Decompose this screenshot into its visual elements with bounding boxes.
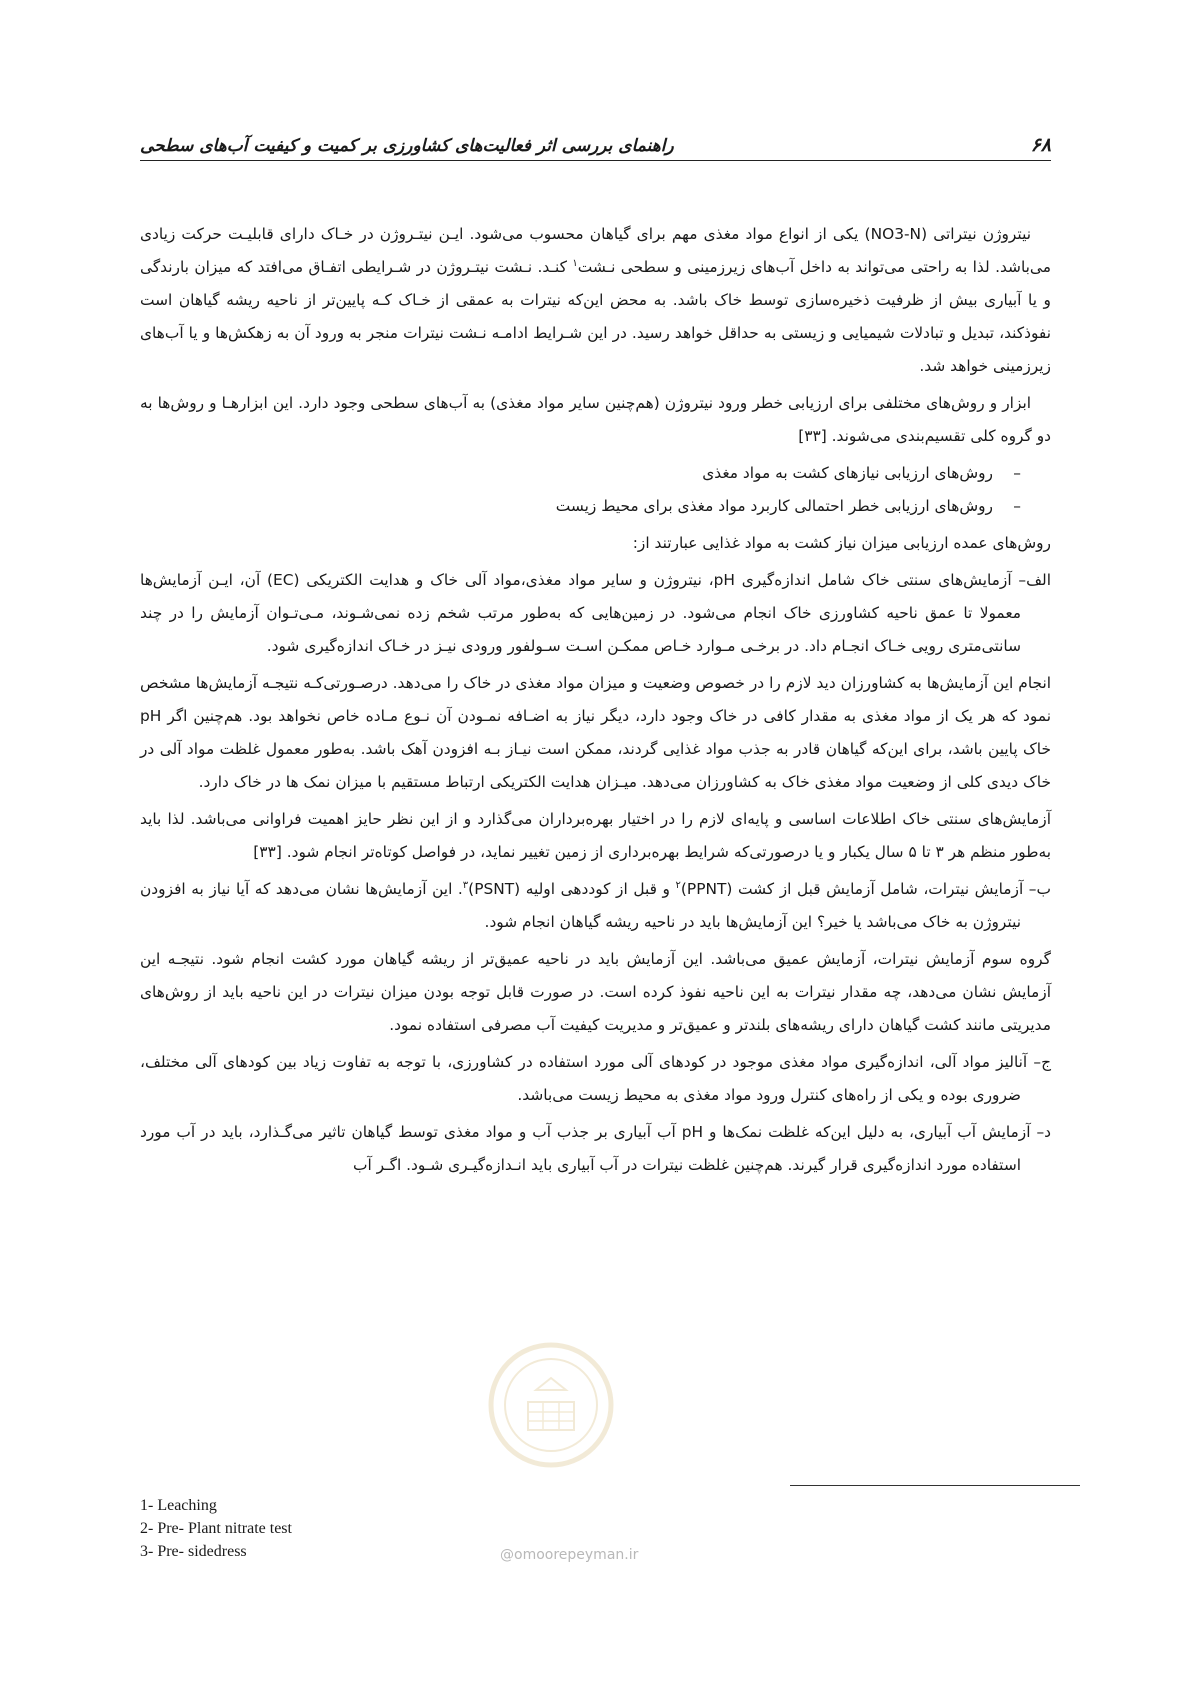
paragraph-main-methods: روش‌های عمده ارزیابی میزان نیاز کشت به مواد غذایی عبارتند از:: [632, 534, 1051, 552]
paragraph-test-benefits: انجام این آزمایش‌ها به کشاورزان دید لازم را در خصوص وضعیت و میزان مواد مغذی در خاک را می‌دهد. درصـورتی‌کـه نتیجـه آزمایش‌ها مشخص نمود که هر یک از مواد مغذی به مقدار کافی در خاک وجود دارد، دیگر نیاز به اضـافه نمـودن آن نـوع مـاده خاص نخواهد بود. هم‌چنین اگر pH خاک پایین باشد، برای این‌که گیاهان قادر به جذب مواد غذایی گردند، ممکن است نیـاز بـه افزودن آهک باشد. به‌طور معمول غلظت مواد آلی در خاک دیدی کلی از وضعیت مواد مغذی خاک به کشاورزان می‌دهد. میـزان هدایت الکتریکی ارتباط مستقیم با میزان نمک ها در خاک دارد.: [140, 674, 1051, 791]
at-icon: @: [500, 1547, 514, 1563]
list-item: – روش‌های ارزیابی نیازهای کشت به مواد مغذی: [140, 457, 1021, 490]
footnotes: [140, 1494, 292, 1563]
methods-list: [140, 457, 1051, 523]
paragraph-deep-test: گروه سوم آزمایش نیترات، آزمایش عمیق می‌باشد. این آزمایش باید در ناحیه عمیق‌تر از ریشه گیاهان مورد کشت انجام شود. نتیجـه این آزمایش نشان می‌دهد، چه مقدار نیترات به این ناحیه نفوذ کرده است. در صورت قابل توجه بودن میزان نیترات در این ناحیه باید از روش‌های مدیریتی مانند کشت گیاهان دارای ریشه‌های بلندتر و عمیق‌تر و مدیریت کیفیت آب مصرفی استفاده نمود.: [140, 950, 1051, 1034]
paragraph-item-jim: ج– آنالیز مواد آلی، اندازه‌گیری مواد مغذی موجود در کودهای آلی مورد استفاده در کشاورزی، با توجه به تفاوت زیاد بین کودهای آلی مختلف، ضروری بوده و یکی از راه‌های کنترل ورود مواد مغذی به محیط زیست می‌باشد.: [140, 1053, 1051, 1104]
page-header: [140, 126, 1051, 156]
paragraph-item-alef: الف– آزمایش‌های سنتی خاک شامل اندازه‌گیری pH، نیتروژن و سایر مواد مغذی،مواد آلی خاک و هدایت الکتریکی (EC) آن، ایـن آزمایش‌ها معمولا تا عمق ناحیه کشاورزی خاک انجام می‌شود. در زمین‌هایی که به‌طور مرتب شخم زده نمی‌شـوند، مـی‌تـوان آزمایش را در چند سانتی‌متری رویی خـاک انجـام داد. در برخـی مـوارد خـاص ممکـن اسـت سـولفور ورودی نیـز در خـاک اندازه‌گیری شود.: [140, 571, 1051, 655]
footnote-1: 1- Leaching: [140, 1497, 217, 1514]
paragraph-item-be: ب– آزمایش نیترات، شامل آزمایش قبل از کشت (PPNT)$^۲$ و قبل از کوددهی اولیه (PSNT)$^۳$. این آزمایش‌ها نشان می‌دهد که آیا نیاز به افزودن نیتروژن به خاک می‌باشد یا خیر؟ این آزمایش‌ها باید در ناحیه ریشه گیاهان انجام شود.: [140, 879, 1051, 931]
footnote-ref-3: ۳: [462, 879, 469, 891]
seal-logo-watermark: [486, 1340, 616, 1470]
footnote-ref-2: ۲: [675, 879, 681, 891]
footnote-ref-1: ۱: [572, 257, 578, 269]
page-number: ۶۸: [1030, 134, 1051, 156]
footnote-2: 2- Pre- Plant nitrate test: [140, 1520, 292, 1537]
paragraph-item-dal: د– آزمایش آب آبیاری، به دلیل این‌که غلظت نمک‌ها و pH آب آبیاری بر جذب آب و مواد مغذی توسط گیاهان تاثیر می‌گـذارد، باید در آب مورد استفاده مورد اندازه‌گیری قرار گیرند. هم‌چنین غلظت نیترات در آب آبیاری باید انـدازه‌گیـری شـود. اگـر آب: [140, 1123, 1051, 1174]
running-title: راهنمای بررسی اثر فعالیت‌های کشاورزی بر کمیت و کیفیت آب‌های سطحی: [140, 136, 674, 156]
footnote-3: 3- Pre- sidedress: [140, 1543, 247, 1560]
paragraph-nitrate-intro: نیتروژن نیتراتی (NO3-N) یکی از انواع مواد مغذی مهم برای گیاهان محسوب می‌شود. ایـن نیتـروژن در خـاک دارای قابلیـت حرکت زیادی می‌باشد. لذا به راحتی می‌تواند به داخل آب‌های زیرزمینی و سطحی نـشت$^۱$ کنـد. نـشت نیتـروژن در شـرایطی اتفـاق می‌افتد که میزان بارندگی و یا آبیاری بیش از ظرفیت ذخیره‌سازی توسط خاک باشد. به محض این‌که نیترات به عمقی از خـاک کـه پایین‌تر از ناحیه ریشه گیاهان است نفوذکند، تبدیل و تبادلات شیمیایی و زیستی به حداقل خواهد رسید. در این شـرایط ادامـه نـشت نیترات منجر به ورود آن به زهکش‌ها و یا آب‌های زیرزمینی خواهد شد.: [140, 225, 1051, 375]
paragraph-assessment-tools: ابزار و روش‌های مختلفی برای ارزیابی خطر ورود نیتروژن (هم‌چنین سایر مواد مغذی) به آب‌های سطحی وجود دارد. این ابزارهـا و روش‌ها به دو گروه کلی تقسیم‌بندی می‌شوند. [۳۳]: [140, 394, 1051, 445]
watermark-site-text: @omoorepeyman.ir: [500, 1547, 639, 1563]
list-item: – روش‌های ارزیابی خطر احتمالی کاربرد مواد مغذی برای محیط زیست: [140, 490, 1021, 523]
paragraph-traditional-tests: آزمایش‌های سنتی خاک اطلاعات اساسی و پایه‌ای لازم را در اختیار بهره‌برداران می‌گذارد و از این نظر حایز اهمیت فراوانی می‌باشد. لذا باید به‌طور منظم هر ۳ تا ۵ سال یکبار و یا درصورتی‌که شرایط بهره‌برداری از زمین تغییر نماید، در فواصل کوتاه‌تر انجام شود. [۳۳]: [140, 810, 1051, 861]
body-text: [140, 218, 1051, 1186]
footnote-divider: [790, 1485, 1080, 1486]
header-divider: [140, 160, 1051, 161]
